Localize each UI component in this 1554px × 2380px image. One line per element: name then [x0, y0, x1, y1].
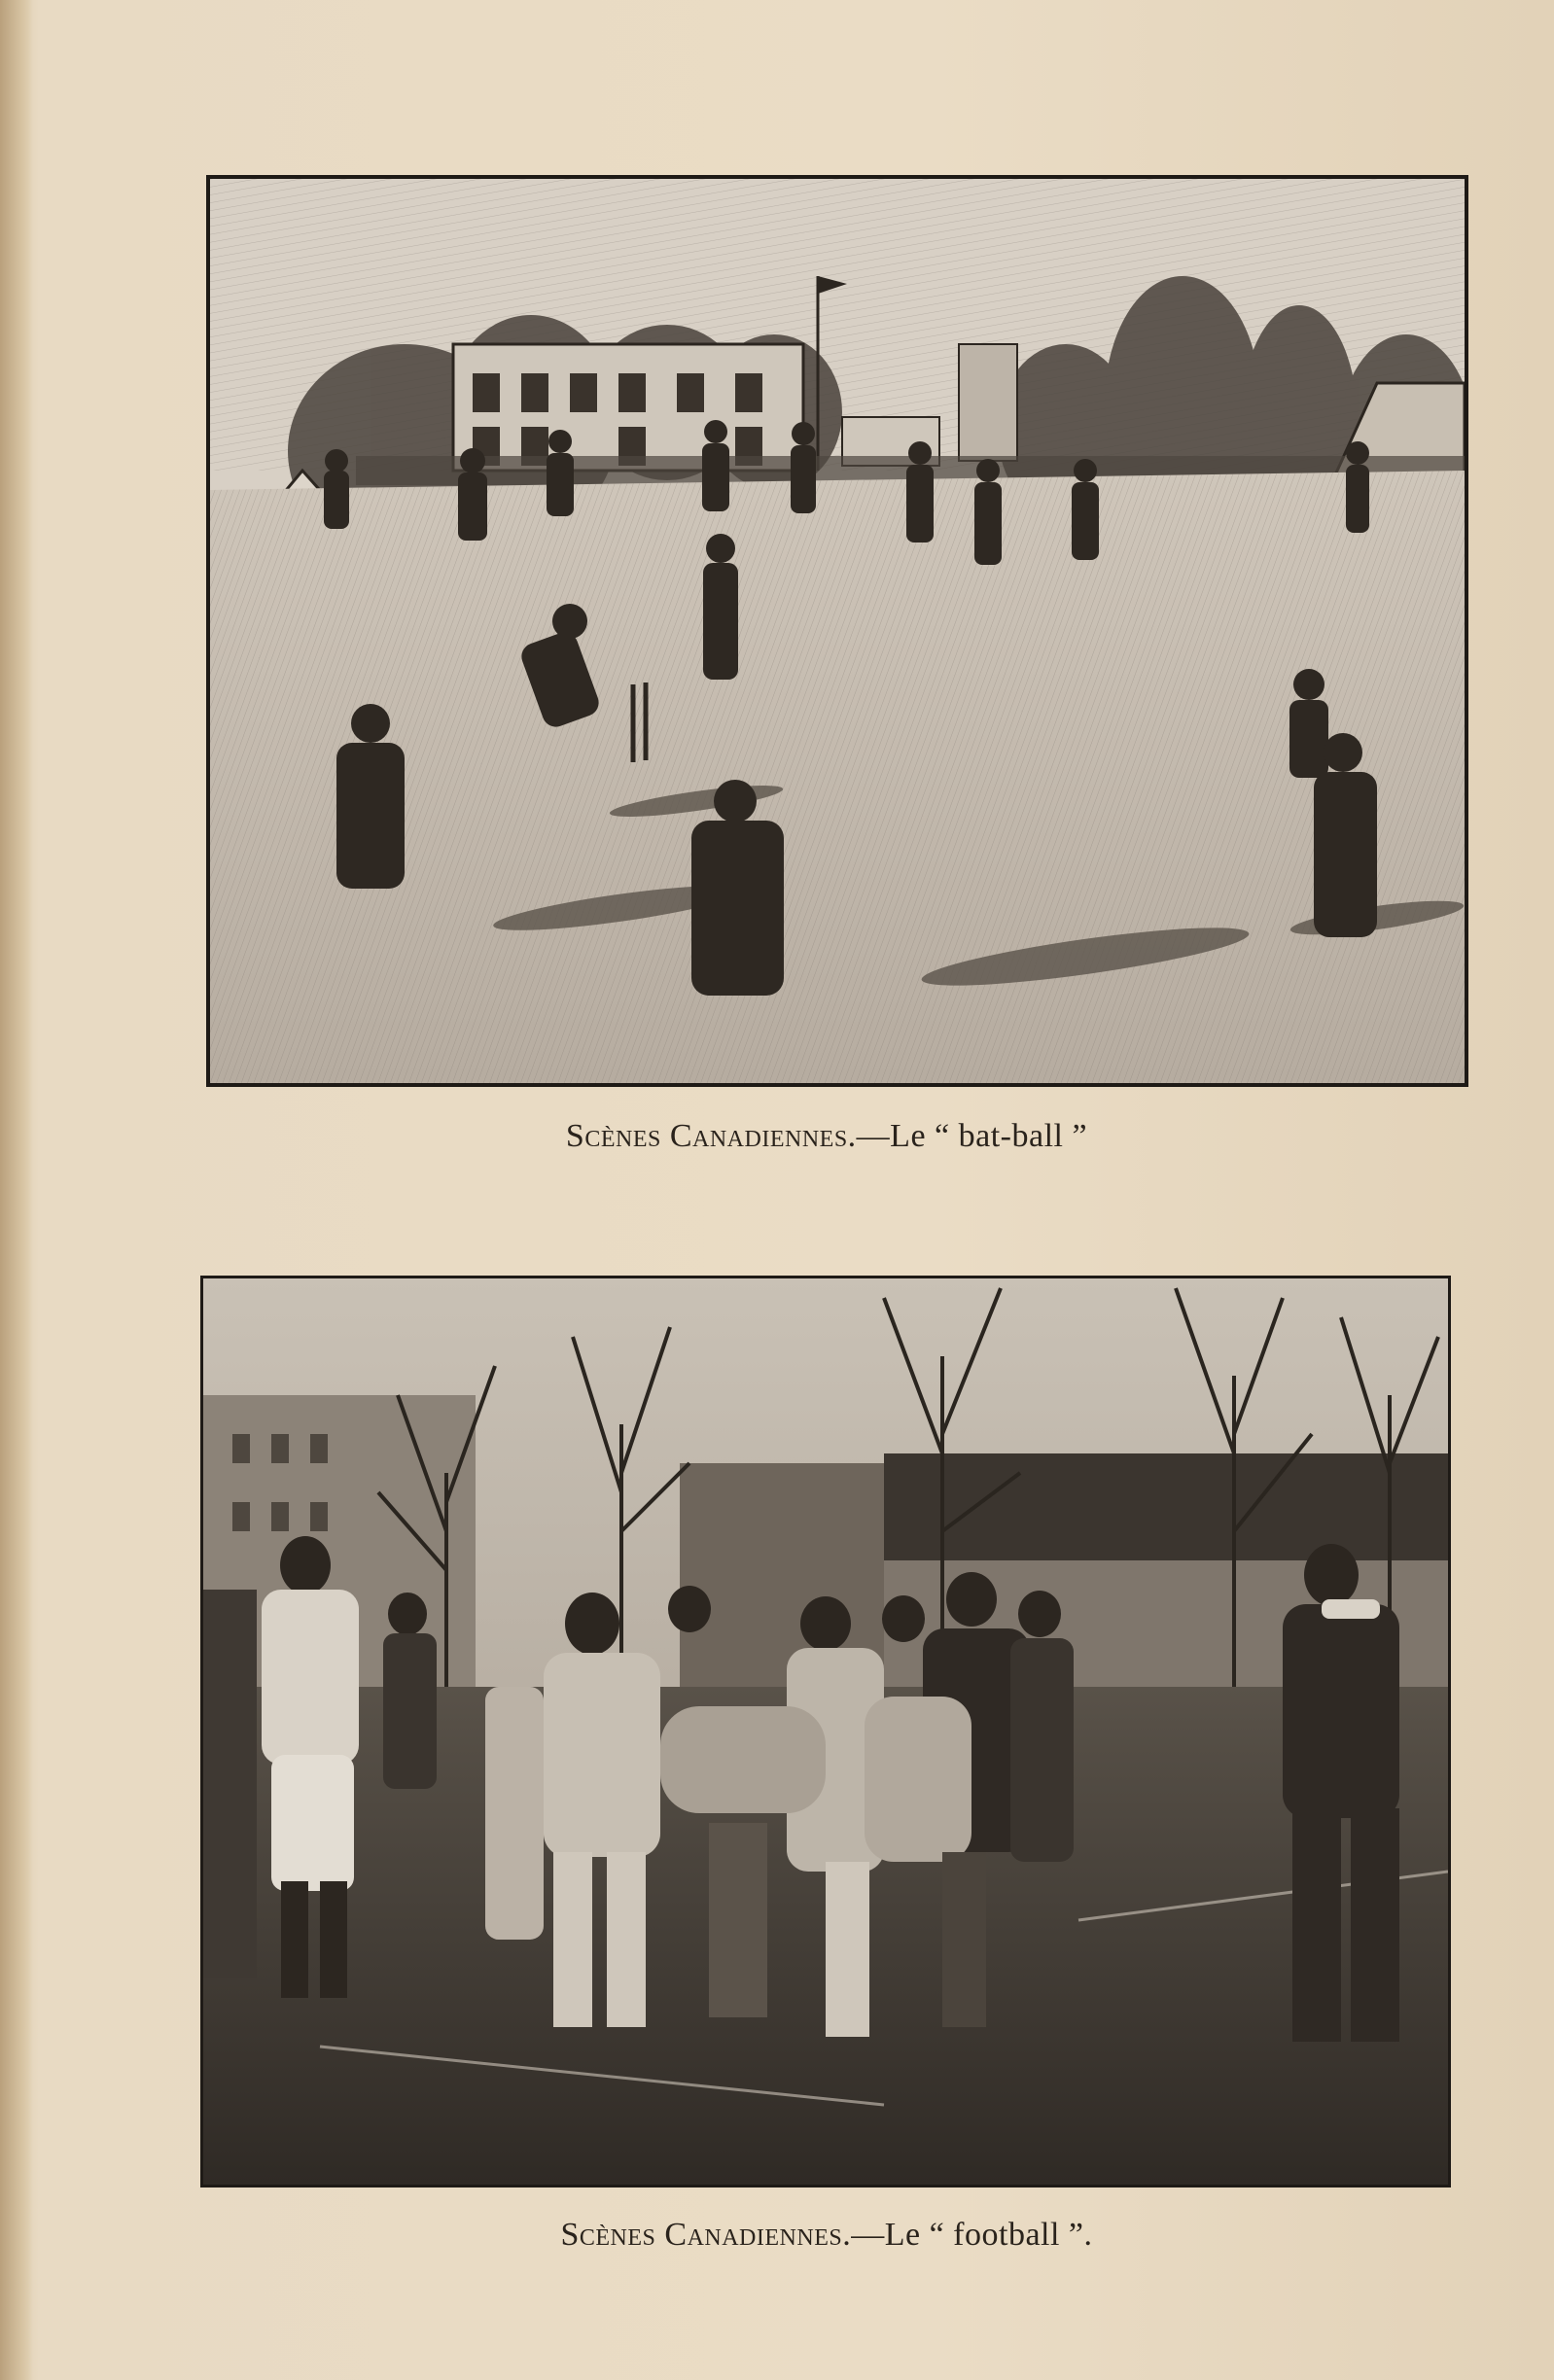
page-gutter [0, 0, 33, 2380]
photograph-football [200, 1276, 1451, 2188]
caption-series-title: Scènes Canadiennes. [565, 1118, 857, 1154]
caption-subject: —Le “ football ”. [851, 2217, 1093, 2253]
bat-ball-engraving [210, 179, 1465, 1083]
football-photo [203, 1278, 1448, 2185]
caption-bat-ball [292, 1118, 1361, 1155]
caption-subject: —Le “ bat-ball ” [856, 1118, 1088, 1154]
caption-series-title: Scènes Canadiennes. [560, 2217, 852, 2253]
caption-football [292, 2217, 1361, 2254]
illustration-bat-ball [206, 175, 1468, 1087]
